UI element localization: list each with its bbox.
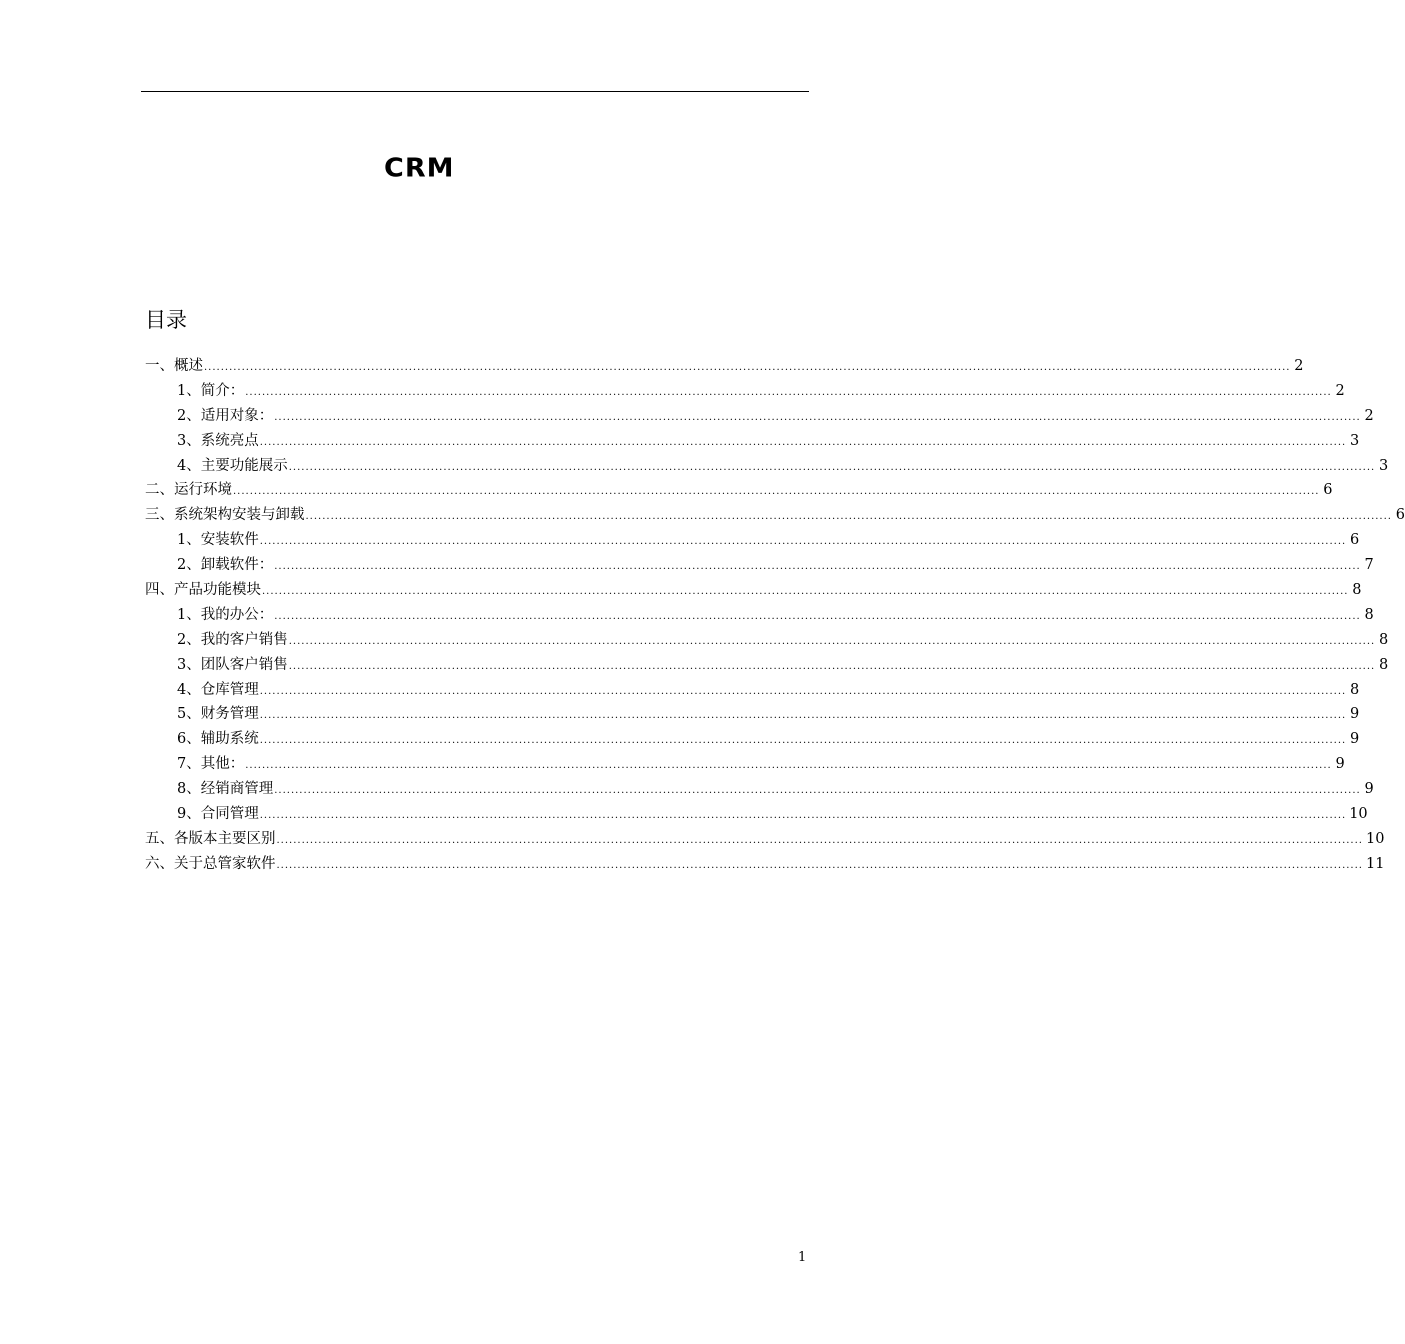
toc-dot-leader: .................................................................................................................................................................................................................................................................... bbox=[274, 785, 1361, 797]
toc-entry-title: 1、我的办公： bbox=[177, 606, 274, 623]
toc-entry[interactable] bbox=[145, 528, 1360, 553]
toc-entry-title: 一、概述 bbox=[145, 358, 203, 374]
table-of-contents bbox=[145, 354, 1405, 877]
toc-entry[interactable] bbox=[145, 852, 1385, 877]
toc-heading: 目录 bbox=[145, 308, 187, 332]
toc-entry-page: 3 bbox=[1378, 457, 1389, 474]
toc-entry-title: 9、合同管理 bbox=[177, 806, 259, 823]
toc-entry-title: 1、简介： bbox=[177, 382, 245, 399]
toc-dot-leader: .................................................................................................................................................................................................................................................................... bbox=[274, 610, 1361, 622]
toc-entry-page: 8 bbox=[1378, 631, 1389, 648]
toc-entry-page: 6 bbox=[1349, 532, 1360, 549]
toc-dot-leader: .................................................................................................................................................................................................................................................................... bbox=[288, 461, 1376, 473]
toc-entry-page: 9 bbox=[1349, 706, 1360, 723]
toc-entry[interactable] bbox=[145, 454, 1389, 479]
toc-dot-leader: .................................................................................................................................................................................................................................................................... bbox=[233, 486, 1320, 498]
toc-entry-page: 6 bbox=[1323, 482, 1333, 499]
toc-entry-title: 3、系统亮点 bbox=[177, 432, 259, 449]
toc-entry[interactable] bbox=[145, 752, 1345, 777]
toc-entry[interactable] bbox=[145, 429, 1360, 454]
toc-entry-title: 2、适用对象： bbox=[177, 407, 274, 424]
toc-dot-leader: .................................................................................................................................................................................................................................................................... bbox=[245, 386, 1332, 398]
toc-entry-title: 1、安装软件 bbox=[177, 532, 259, 549]
toc-dot-leader: .................................................................................................................................................................................................................................................................... bbox=[305, 511, 1392, 523]
toc-entry[interactable] bbox=[145, 727, 1360, 752]
toc-entry-title: 五、各版本主要区别 bbox=[145, 830, 276, 847]
toc-entry-title: 三、系统架构安装与卸载 bbox=[145, 507, 305, 524]
toc-entry[interactable] bbox=[145, 404, 1374, 429]
toc-dot-leader: .................................................................................................................................................................................................................................................................... bbox=[288, 660, 1376, 672]
toc-entry[interactable] bbox=[145, 503, 1405, 528]
toc-entry-page: 8 bbox=[1352, 582, 1362, 599]
toc-entry-page: 9 bbox=[1335, 756, 1345, 773]
toc-entry-page: 6 bbox=[1395, 507, 1405, 524]
toc-dot-leader: .................................................................................................................................................................................................................................................................... bbox=[288, 635, 1376, 647]
toc-entry-page: 2 bbox=[1335, 382, 1345, 399]
toc-entry-title: 3、团队客户销售 bbox=[177, 656, 288, 673]
toc-dot-leader: .................................................................................................................................................................................................................................................................... bbox=[259, 436, 1347, 448]
toc-entry-title: 4、仓库管理 bbox=[177, 681, 259, 698]
toc-entry[interactable] bbox=[145, 827, 1385, 852]
toc-dot-leader: .................................................................................................................................................................................................................................................................... bbox=[259, 810, 1347, 822]
toc-dot-leader: .................................................................................................................................................................................................................................................................... bbox=[276, 834, 1363, 846]
toc-entry-title: 4、主要功能展示 bbox=[177, 457, 288, 474]
toc-entry-title: 六、关于总管家软件 bbox=[145, 855, 276, 872]
toc-entry-page: 2 bbox=[1364, 407, 1374, 424]
header-rule bbox=[141, 91, 809, 92]
toc-entry-page: 9 bbox=[1349, 731, 1360, 748]
page-number: 1 bbox=[798, 1250, 807, 1265]
toc-entry[interactable] bbox=[145, 777, 1374, 802]
toc-entry-title: 7、其他： bbox=[177, 756, 245, 773]
toc-dot-leader: .................................................................................................................................................................................................................................................................... bbox=[259, 710, 1347, 722]
toc-entry-title: 二、运行环境 bbox=[145, 482, 232, 499]
toc-dot-leader: .................................................................................................................................................................................................................................................................... bbox=[204, 362, 1291, 373]
toc-entry[interactable] bbox=[145, 653, 1389, 678]
toc-entry-page: 8 bbox=[1349, 681, 1360, 698]
toc-dot-leader: .................................................................................................................................................................................................................................................................... bbox=[245, 760, 1332, 772]
toc-entry-title: 2、我的客户销售 bbox=[177, 631, 288, 648]
toc-entry-page: 10 bbox=[1365, 830, 1385, 847]
toc-dot-leader: .................................................................................................................................................................................................................................................................... bbox=[274, 411, 1361, 423]
toc-entry-title: 8、经销商管理 bbox=[177, 781, 274, 798]
toc-entry-page: 7 bbox=[1364, 557, 1374, 574]
toc-dot-leader: .................................................................................................................................................................................................................................................................... bbox=[259, 536, 1347, 548]
toc-dot-leader: .................................................................................................................................................................................................................................................................... bbox=[276, 859, 1363, 871]
toc-dot-leader: .................................................................................................................................................................................................................................................................... bbox=[259, 735, 1347, 747]
toc-entry-page: 10 bbox=[1349, 806, 1368, 823]
toc-entry-page: 11 bbox=[1365, 855, 1385, 872]
toc-dot-leader: .................................................................................................................................................................................................................................................................... bbox=[262, 586, 1349, 598]
toc-entry[interactable] bbox=[145, 553, 1374, 578]
toc-entry-title: 6、辅助系统 bbox=[177, 731, 259, 748]
toc-entry[interactable] bbox=[145, 478, 1333, 503]
toc-dot-leader: .................................................................................................................................................................................................................................................................... bbox=[259, 685, 1347, 697]
toc-entry-page: 9 bbox=[1364, 781, 1374, 798]
toc-entry[interactable] bbox=[145, 802, 1368, 827]
toc-entry-title: 5、财务管理 bbox=[177, 706, 259, 723]
toc-entry[interactable] bbox=[145, 578, 1362, 603]
toc-entry[interactable] bbox=[145, 603, 1374, 628]
toc-entry[interactable] bbox=[145, 678, 1360, 703]
toc-dot-leader: .................................................................................................................................................................................................................................................................... bbox=[274, 561, 1361, 573]
toc-entry-title: 2、卸载软件： bbox=[177, 557, 274, 574]
toc-entry[interactable] bbox=[145, 702, 1360, 727]
toc-entry-page: 8 bbox=[1378, 656, 1389, 673]
toc-entry[interactable] bbox=[145, 379, 1345, 404]
toc-entry[interactable] bbox=[145, 628, 1389, 653]
toc-entry-page: 2 bbox=[1294, 358, 1304, 374]
document-title: CRM bbox=[384, 153, 455, 184]
toc-entry-page: 8 bbox=[1364, 606, 1374, 623]
toc-entry-title: 四、产品功能模块 bbox=[145, 582, 261, 599]
toc-entry[interactable] bbox=[145, 354, 1304, 379]
toc-entry-page: 3 bbox=[1349, 432, 1360, 449]
